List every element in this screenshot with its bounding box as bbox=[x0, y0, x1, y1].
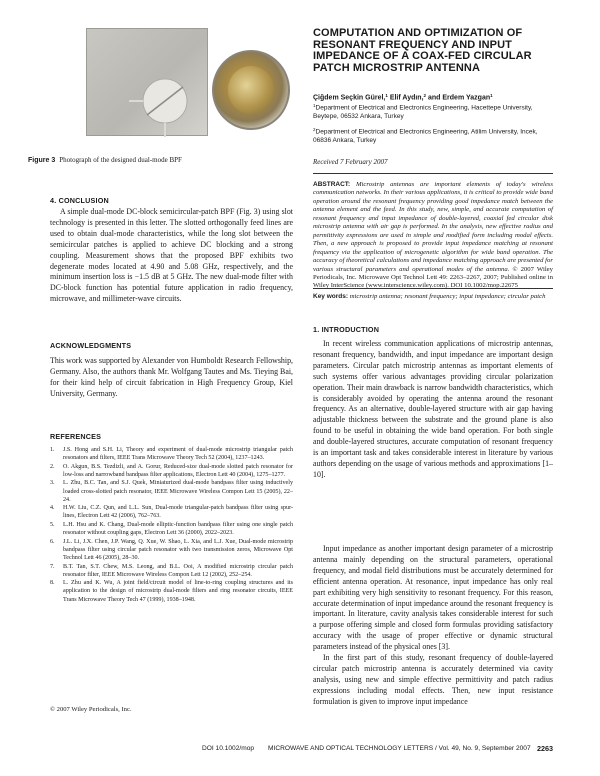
references-list bbox=[50, 446, 293, 604]
affiliation-2 bbox=[313, 126, 553, 145]
author-affiliation-mark: 1 bbox=[490, 93, 493, 98]
footer-doi: DOI 10.1002/mop bbox=[202, 745, 255, 752]
author-name: Çiğdem Seçkin Gürel, bbox=[313, 94, 386, 102]
reference-number: 3. bbox=[50, 480, 55, 487]
affiliation-mark: 1 bbox=[313, 103, 316, 108]
author-name: and Erdem Yazgan bbox=[426, 94, 491, 102]
introduction-paragraph-2: Input impedance as another important design parameter of a microstrip antenna mainly depending on the structural parameters, operational frequency, and modal field distributions must be accurately determined for efficient antenna operation. At resonance, input impedance has only real part exhibiting very high sensitivity to resonant frequency. For this reason, accurate determination of input impedance around the resonant frequency is important. In literature, cavity analysis takes considerable interest for such a purpose offering simple and closed form formulas providing satisfactory accuracy with the usage of proper effective or dynamic structural parameters instead of the physical ones [3]. bbox=[313, 544, 553, 652]
keywords-text: microstrip antenna; resonant frequency; input impedance; circular patch bbox=[349, 293, 546, 300]
page-number: 2263 bbox=[537, 744, 553, 753]
reference-number: 5. bbox=[50, 521, 55, 528]
reference-text: L.H. Hsu and K. Chang, Dual-mode elliptic-function bandpass filter using one single patch resonator without coupling gaps, Electron Lett 36 (2000), 2022–2023. bbox=[63, 521, 293, 537]
author-affiliation-mark: 2 bbox=[423, 93, 427, 98]
reference-number: 1. bbox=[50, 447, 55, 453]
affiliation-text: Department of Electrical and Electronics Engineering, Atilim University, Incek, 06836 Ankara, Turkey bbox=[313, 128, 538, 144]
reference-item bbox=[50, 479, 293, 503]
abstract bbox=[313, 181, 553, 291]
introduction-heading: 1. INTRODUCTION bbox=[313, 325, 380, 334]
conclusion-heading: 4. CONCLUSION bbox=[50, 196, 109, 205]
reference-text: J.S. Hong and S.H. Li, Theory and experiment of dual-mode microstrip triangular patch resonators and filters, IEEE Trans Microwave Theory Tech 52 (2004), 1237–1243. bbox=[63, 447, 293, 462]
reference-number: 8. bbox=[50, 580, 55, 587]
filter-photo bbox=[50, 22, 293, 137]
abstract-text: Microstrip antennas are important elements of today's wireless communication networks. In their various applications, it is critical to provide wide band operation around the resonant frequency providing good impedance match between the antenna element and the feed. In this study, new, simple, and accurate computation of resonant frequency and input impedance of double-layered, coaxial fed circular disk microstrip antenna with air gap is performed. In the analysis, new effective radius and permittivity expressions are used in simple and modified form including modal effects. Then, a new approach is proposed to provide input impedance matching at resonant frequency via the application of microgenetic algorithm for wide band operation. The accuracy of theoretical calculations and impedance matching approach are presented for various structural parameters and operational modes of the antenna. bbox=[313, 181, 554, 273]
reference-item bbox=[50, 521, 293, 537]
reference-number: 2. bbox=[50, 463, 55, 470]
affiliation-text: Department of Electrical and Electronics Engineering, Hacettepe University, Beytepe, 06532 Ankara, Turkey bbox=[313, 104, 533, 120]
reference-text: L. Zhu and K. Wu, A joint field/circuit model of line-to-ring coupling structures and its application to the design of microstrip dual-mode filters and ring resonator circuits, IEEE Trans Microwave Theory Tech 47 (1999), 1938–1948. bbox=[63, 580, 293, 603]
copyright-notice: © 2007 Wiley Periodicals, Inc. bbox=[50, 706, 132, 713]
coin-center bbox=[228, 66, 274, 114]
article-title: COMPUTATION AND OPTIMIZATION OF RESONANT FREQUENCY AND INPUT IMPEDANCE OF A COAX-FED CIRCULAR PATCH MICROSTRIP ANTENNA bbox=[313, 27, 532, 74]
received-date: Received 7 February 2007 bbox=[313, 158, 388, 166]
author-line bbox=[313, 93, 493, 102]
introduction-paragraph-3: In the first part of this study, resonant frequency of double-layered circular patch microstrip antenna is accurately determined via cavity analysis, using new and simple effective permittivity and patch radius expressions including modal effects. Then, new input resistance formulation is given to improve input impedance bbox=[313, 653, 553, 706]
affiliation-1 bbox=[313, 102, 553, 121]
reference-number: 6. bbox=[50, 538, 55, 545]
reference-number: 7. bbox=[50, 563, 55, 570]
divider bbox=[313, 288, 553, 289]
reference-text: O. Akgun, B.S. Tezdizli, and A. Gorur, Reduced-size dual-mode slotted patch resonator for low-loss and narrowband bandpass filter applications, Electron Lett 40 (2004), 1275–1277. bbox=[63, 463, 293, 478]
reference-number: 4. bbox=[50, 505, 55, 512]
semicircular-patch-graphic bbox=[129, 65, 201, 137]
reference-text: J.L. Li, J.X. Chen, J.P. Wang, Q. Xue, W. Shao, L. Xia, and L.J. Xue, Dual-mode microstrip bandpass filter using circular patch resonator with two transmission zeros, Microwave Opt Technol Lett 46 (2005), 28–30. bbox=[63, 538, 293, 561]
author-affiliation-mark: 1 bbox=[385, 93, 388, 98]
divider bbox=[313, 173, 553, 174]
introduction-paragraph-1: In recent wireless communication applications of microstrip antennas, resonant frequency, bandwidth, and input impedance are important design parameters. Circular patch microstrip antennas as important elements of such systems offer various advantages providing circular polarization operation. Their main drawback is narrow bandwidth characteristics, which is considerably avoided by operating the antenna around the resonant frequency. As an alternative, double-layered structure with air gap having adjustable thickness between the substrate and the ground plane is also found to be useful in obtaining the wide band operation. For both single and double-layered structures, accurate computation of resonant frequency is an important task and takes considerable interest in literature by various authors depending on the usage of various methods and approximations [1–10]. bbox=[313, 339, 553, 479]
reference-item bbox=[50, 563, 293, 579]
reference-item bbox=[50, 579, 293, 603]
affiliation-mark: 2 bbox=[313, 127, 316, 132]
figure-label: Figure 3 bbox=[28, 157, 56, 164]
reference-coin bbox=[212, 50, 290, 130]
filter-substrate-board bbox=[86, 28, 208, 136]
keywords-label: Key words: bbox=[313, 293, 349, 300]
figure-caption-text: Photograph of the designed dual-mode BPF bbox=[59, 156, 182, 164]
keywords bbox=[313, 293, 553, 301]
references-heading: REFERENCES bbox=[50, 432, 102, 441]
conclusion-paragraph: A simple dual-mode DC-block semicircular-patch BPF (Fig. 3) using slot technology is presented in this letter. The slotted orthogonally feed lines are used to obtain dual-mode characteristics, while the long slot between the semicircular patches is applied to achieve DC blocking and a strong coupling. Measurement shows that the proposed BPF exhibits two degenerate modes located at 4.90 and 5.08 GHz, respectively, and the minimum insertion loss is −1.5 dB at 5 GHz. The new dual-mode filter with DC-block function has potential future application in radio frequency, microwave, and millimeter-wave circuits. bbox=[50, 207, 293, 304]
page-footer bbox=[0, 745, 600, 757]
reference-text: L. Zhu, B.C. Tan, and S.J. Quek, Miniaturized dual-mode bandpass filter using inductively loaded cross-slotted patch resonator, IEEE Microwave Wireless Compon Lett 15 (2005), 22–24. bbox=[63, 480, 293, 503]
reference-item bbox=[50, 538, 293, 562]
reference-text: B.T. Tan, S.T. Chew, M.S. Leong, and B.L. Ooi, A modified microstrip circular patch resonator filter, IEEE Microwave Wireless Compon Lett 12 (2002), 252–254. bbox=[63, 563, 293, 578]
acknowledgments-heading: ACKNOWLEDGMENTS bbox=[50, 341, 132, 350]
footer-journal: MICROWAVE AND OPTICAL TECHNOLOGY LETTERS / Vol. 49, No. 9, September 2007 bbox=[268, 745, 531, 752]
reference-text: H.W. Liu, C.Z. Qun, and L.L. Sun, Dual-mode triangular-patch bandpass filter using spur-lines, Electron Lett 42 (2006), 762–763. bbox=[63, 505, 293, 520]
abstract-label: ABSTRACT: bbox=[313, 181, 351, 188]
author-name: Elif Aydın, bbox=[387, 94, 424, 102]
abstract-citation: © 2007 Wiley Periodicals, Inc. Microwave Opt Technol Lett 49: 2263–2267, 2007; Published online in Wiley InterScience (www.interscience.wiley.com). DOI 10.1002/mop.22675 bbox=[313, 265, 553, 290]
figure-3-photograph bbox=[50, 22, 293, 137]
reference-item bbox=[50, 463, 293, 479]
reference-item bbox=[50, 446, 293, 462]
introduction-continued bbox=[313, 544, 553, 708]
figure-caption bbox=[28, 156, 182, 164]
reference-item bbox=[50, 504, 293, 520]
acknowledgments-paragraph: This work was supported by Alexander von Humboldt Research Fellowship, Germany. Also, the authors thank Mr. Wolfgang Tautes and Ms. Tieying Bai, for their kind help of circuit fabrication in High Frequency Group, Kiel University, Germany. bbox=[50, 356, 293, 398]
